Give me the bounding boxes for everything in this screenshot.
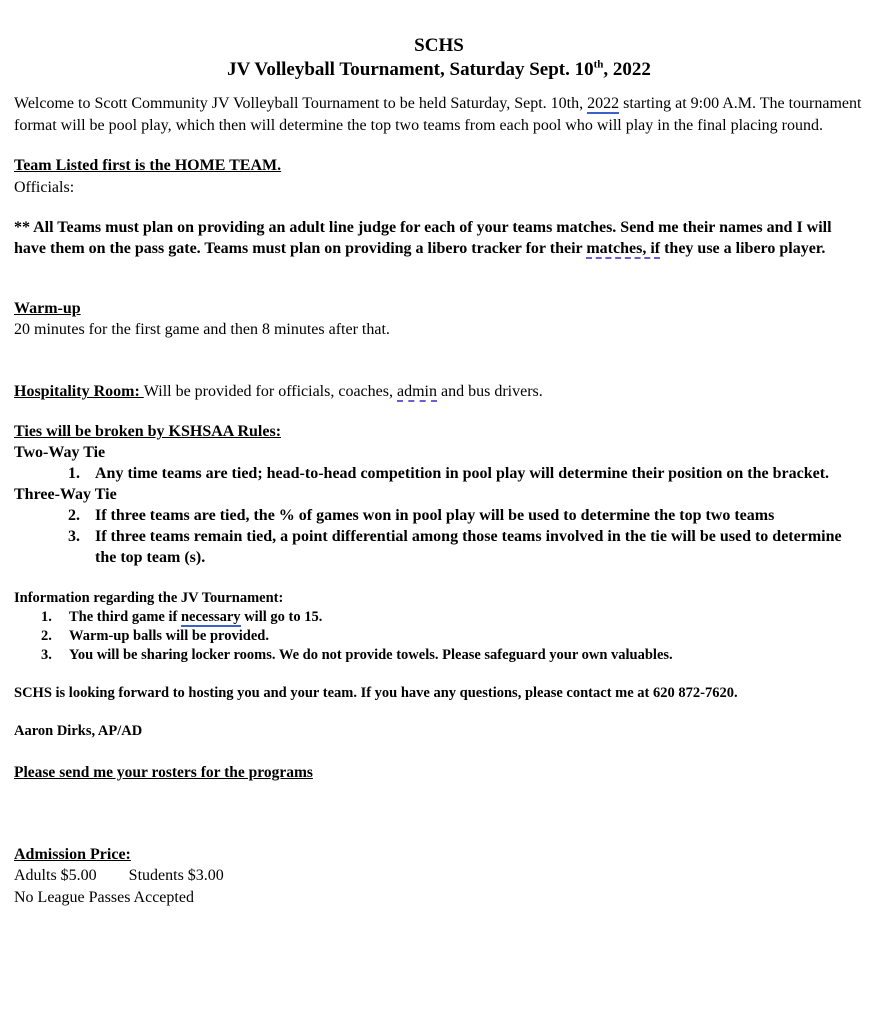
document-page bbox=[14, 34, 864, 909]
list-item: 3. If three teams remain tied, a point differential among those teams involved in the tie will be used to determine the top team (s). bbox=[68, 528, 842, 566]
line-judge-notice bbox=[14, 217, 864, 259]
list-item: 1. Any time teams are tied; head-to-head competition in pool play will determine their position on the bracket. bbox=[68, 465, 830, 482]
students-price: Students $3.00 bbox=[128, 867, 224, 884]
title-prefix: JV Volleyball Tournament, Saturday Sept. 10 bbox=[227, 59, 594, 80]
notice-before: ** All Teams must plan on providing an adult line judge for each of your teams matches. Send me their names and I will have them on the pass gate. Teams must plan on providing a libero tracker for their bbox=[14, 219, 832, 257]
school-title: SCHS bbox=[414, 35, 464, 56]
welcome-after: starting at 9:00 A.M. The tournament format will be pool play, which then will determine the top two teams from each pool who will play in the final placing round. bbox=[14, 95, 862, 134]
admission-prices bbox=[14, 865, 864, 887]
warmup-heading: Warm-up bbox=[14, 300, 81, 317]
hospitality-after: and bus drivers. bbox=[436, 383, 543, 400]
admission-heading: Admission Price: bbox=[14, 846, 131, 863]
three-way-tie-list bbox=[14, 505, 864, 568]
two-way-tie-list bbox=[14, 463, 864, 484]
list-item: 2. If three teams are tied, the % of games won in pool play will be used to determine the top two teams bbox=[68, 507, 775, 524]
hospitality-before: Will be provided for officials, coaches, bbox=[143, 383, 397, 400]
signature: Aaron Dirks, AP/AD bbox=[14, 723, 143, 739]
adults-price: Adults $5.00 bbox=[14, 867, 97, 884]
notice-marked: matches, if bbox=[586, 240, 661, 257]
notice-after: they use a libero player. bbox=[660, 240, 826, 257]
three-way-tie-label: Three-Way Tie bbox=[14, 486, 117, 503]
info-heading: Information regarding the JV Tournament: bbox=[14, 590, 284, 606]
welcome-year: 2022 bbox=[587, 95, 620, 112]
hospitality-paragraph bbox=[14, 381, 864, 403]
hospitality-marked: admin bbox=[396, 383, 437, 400]
list-item: 1. The third game if necessary will go to 15. bbox=[41, 609, 323, 625]
ties-heading: Ties will be broken by KSHSAA Rules: bbox=[14, 423, 282, 440]
welcome-paragraph bbox=[14, 93, 864, 137]
title-suffix: , 2022 bbox=[603, 59, 651, 80]
list-item: 3. You will be sharing locker rooms. We do not provide towels. Please safeguard your own valuables. bbox=[41, 647, 673, 663]
list-item: 2. Warm-up balls will be provided. bbox=[41, 628, 269, 644]
hospitality-heading: Hospitality Room: bbox=[14, 383, 144, 400]
tournament-title bbox=[14, 58, 864, 82]
title-sup: th bbox=[593, 58, 604, 71]
welcome-before: Welcome to Scott Community JV Volleyball Tournament to be held Saturday, Sept. 10th, bbox=[14, 95, 588, 112]
two-way-tie-label: Two-Way Tie bbox=[14, 444, 106, 461]
officials-label: Officials: bbox=[14, 179, 75, 196]
warmup-text: 20 minutes for the first game and then 8 minutes after that. bbox=[14, 321, 390, 338]
closing-text: SCHS is looking forward to hosting you and your team. If you have any questions, please contact me at 620 872-7620. bbox=[14, 685, 738, 701]
info-list bbox=[14, 608, 864, 665]
home-team-heading: Team Listed first is the HOME TEAM. bbox=[14, 157, 282, 174]
rosters-request: Please send me your rosters for the programs bbox=[14, 764, 313, 781]
league-pass-note: No League Passes Accepted bbox=[14, 889, 194, 906]
